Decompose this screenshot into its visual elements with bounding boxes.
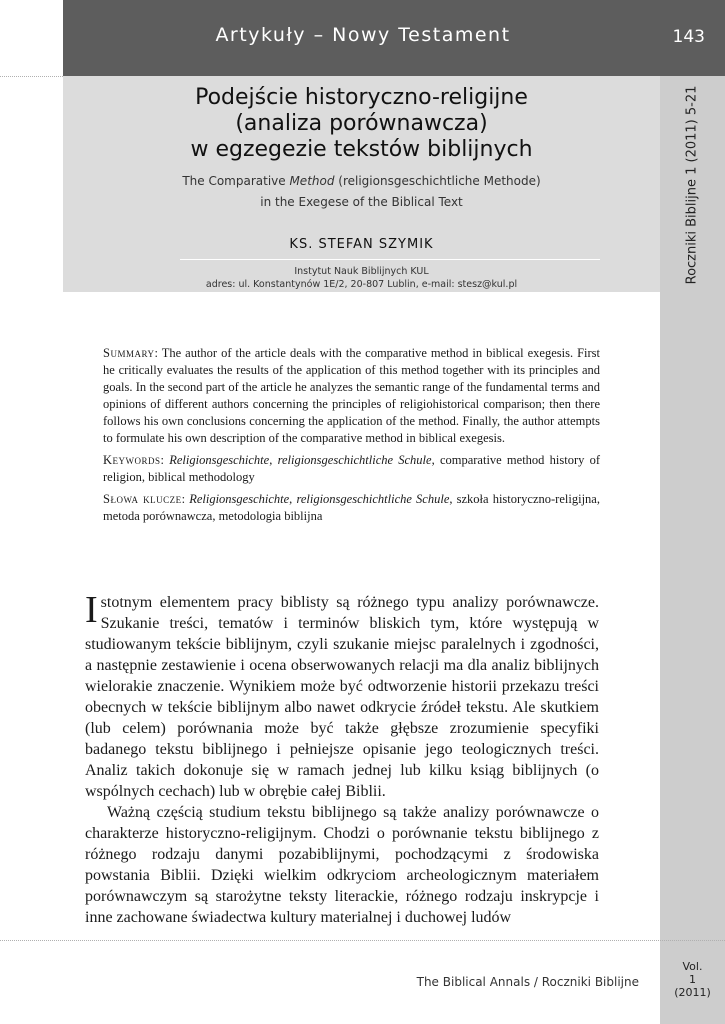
body-paragraph <box>85 589 599 802</box>
institution: Instytut Nauk Biblijnych KUL <box>294 266 429 277</box>
page-number: 143 <box>672 27 705 47</box>
summary-label: Summary <box>103 346 155 360</box>
volume-info <box>660 960 725 999</box>
volume-number: 1 <box>689 973 696 986</box>
article-body <box>85 589 599 928</box>
keywords-paragraph <box>103 452 600 486</box>
klucze-separator: , <box>289 492 297 506</box>
summary-text: : The author of the article deals with the comparative method in biblical exegesis. First he critically evaluates the results of the application of this method together with its principles and goals. In the second part of the article he analyzes the semantic range of the fundamental terms and opinions of different authors concerning the principles of religiohistorical comparison; then there follows his own conclusions concerning the application of the method. Finally, the author attempts to formulate his own description of the comparative method in biblical exegesis. <box>103 346 600 445</box>
article-title-line: (analiza porównawcza) <box>235 111 488 136</box>
article-subtitle-line <box>63 171 660 192</box>
section-title: Artykuły – Nowy Testament <box>215 24 511 46</box>
keywords-separator: , <box>269 453 278 467</box>
klucze-separator: : <box>181 492 190 506</box>
article-subtitle-line: in the Exegese of the Biblical Text <box>260 195 463 209</box>
section-header-bar <box>63 0 725 76</box>
keyword: religionsgeschichtliche Schule <box>296 492 450 506</box>
side-journal-reference: Roczniki Biblijne 1 (2011) 5-21 <box>684 85 700 285</box>
body-paragraph: Ważną częścią studium tekstu biblijnego są także analizy porównawcze o charakterze historyczno-religijnym. Chodzi o porównanie tekstu biblijnego z różnego rodzaju danymi pozabiblijnymi, pochodzącymi z środowiska powstania Biblii. Dzięki wielkim odkryciom archeologicznym materiałem porównawczym są starożytne teksty literackie, różnego rodzaju inskrypcje i inne zachowane świadectwa kultury materialnej i duchowej ludów <box>85 804 599 926</box>
keyword: Religionsgeschichte <box>189 492 290 506</box>
volume-label: Vol. <box>682 960 703 973</box>
subtitle-text: (religionsgeschichtliche Methode) <box>334 174 541 188</box>
article-title-line: Podejście historyczno-religijne <box>195 85 528 110</box>
klucze-rest: , szkoła historyczno-religijna, metoda porównawcza, metodologia biblijna <box>103 492 600 523</box>
summary-paragraph <box>103 345 600 447</box>
keyword: religionsgeschichtliche Schule <box>277 453 432 467</box>
abstract <box>103 345 600 530</box>
paragraph-text: stotnym elementem pracy biblisty są różnego typu analizy porównawcze. Szukanie treści, tematów i terminów bliskich tym, które występują w studiowanym tekście biblijnym, czyli szukanie miejsc paralelnych i zgodności, a następnie zestawienie i ocena obserwowanych relacji ma dla analiz biblijnych wielorakie znaczenie. Wynikiem może być odtworzenie historii przekazu treści obecnych w tekście biblijnym albo nawet odkrycie źródeł tekstu. Ale skutkiem (lub celem) porównania może być także głębsze zrozumienie specyfiki badanego tekstu biblijnego i pełniejsze opisanie jego teologicznych treści. Analiz takich dokonuje się w ramach jednej lub kilku ksiąg biblijnych (o wspólnych cechach) lub w obrębie całej Biblii. <box>85 594 599 800</box>
subtitle-text: The Comparative <box>182 174 290 188</box>
article-subtitle <box>63 171 660 213</box>
volume-year: (2011) <box>674 986 711 999</box>
keyword: Religionsgeschichte <box>169 453 270 467</box>
footer-journal-title: The Biblical Annals / Roczniki Biblijne <box>416 975 639 989</box>
keywords-rest: , comparative method history of religion, biblical methodology <box>103 453 600 484</box>
bottom-divider <box>0 940 725 941</box>
address: adres: ul. Konstantynów 1E/2, 20-807 Lublin, e-mail: stesz@kul.pl <box>205 279 518 290</box>
drop-cap: I <box>85 589 98 631</box>
author-affiliation <box>63 265 660 291</box>
keywords-label: Keywords <box>103 453 161 467</box>
subtitle-emphasis: Method <box>289 174 335 188</box>
author-rule <box>180 259 600 260</box>
klucze-paragraph <box>103 491 600 525</box>
klucze-label: Słowa klucze <box>103 492 182 506</box>
article-title-line: w egzegezie tekstów biblijnych <box>190 137 533 162</box>
article-title <box>63 85 660 163</box>
keywords-separator: : <box>160 453 170 467</box>
author-name: KS. STEFAN SZYMIK <box>289 237 434 252</box>
